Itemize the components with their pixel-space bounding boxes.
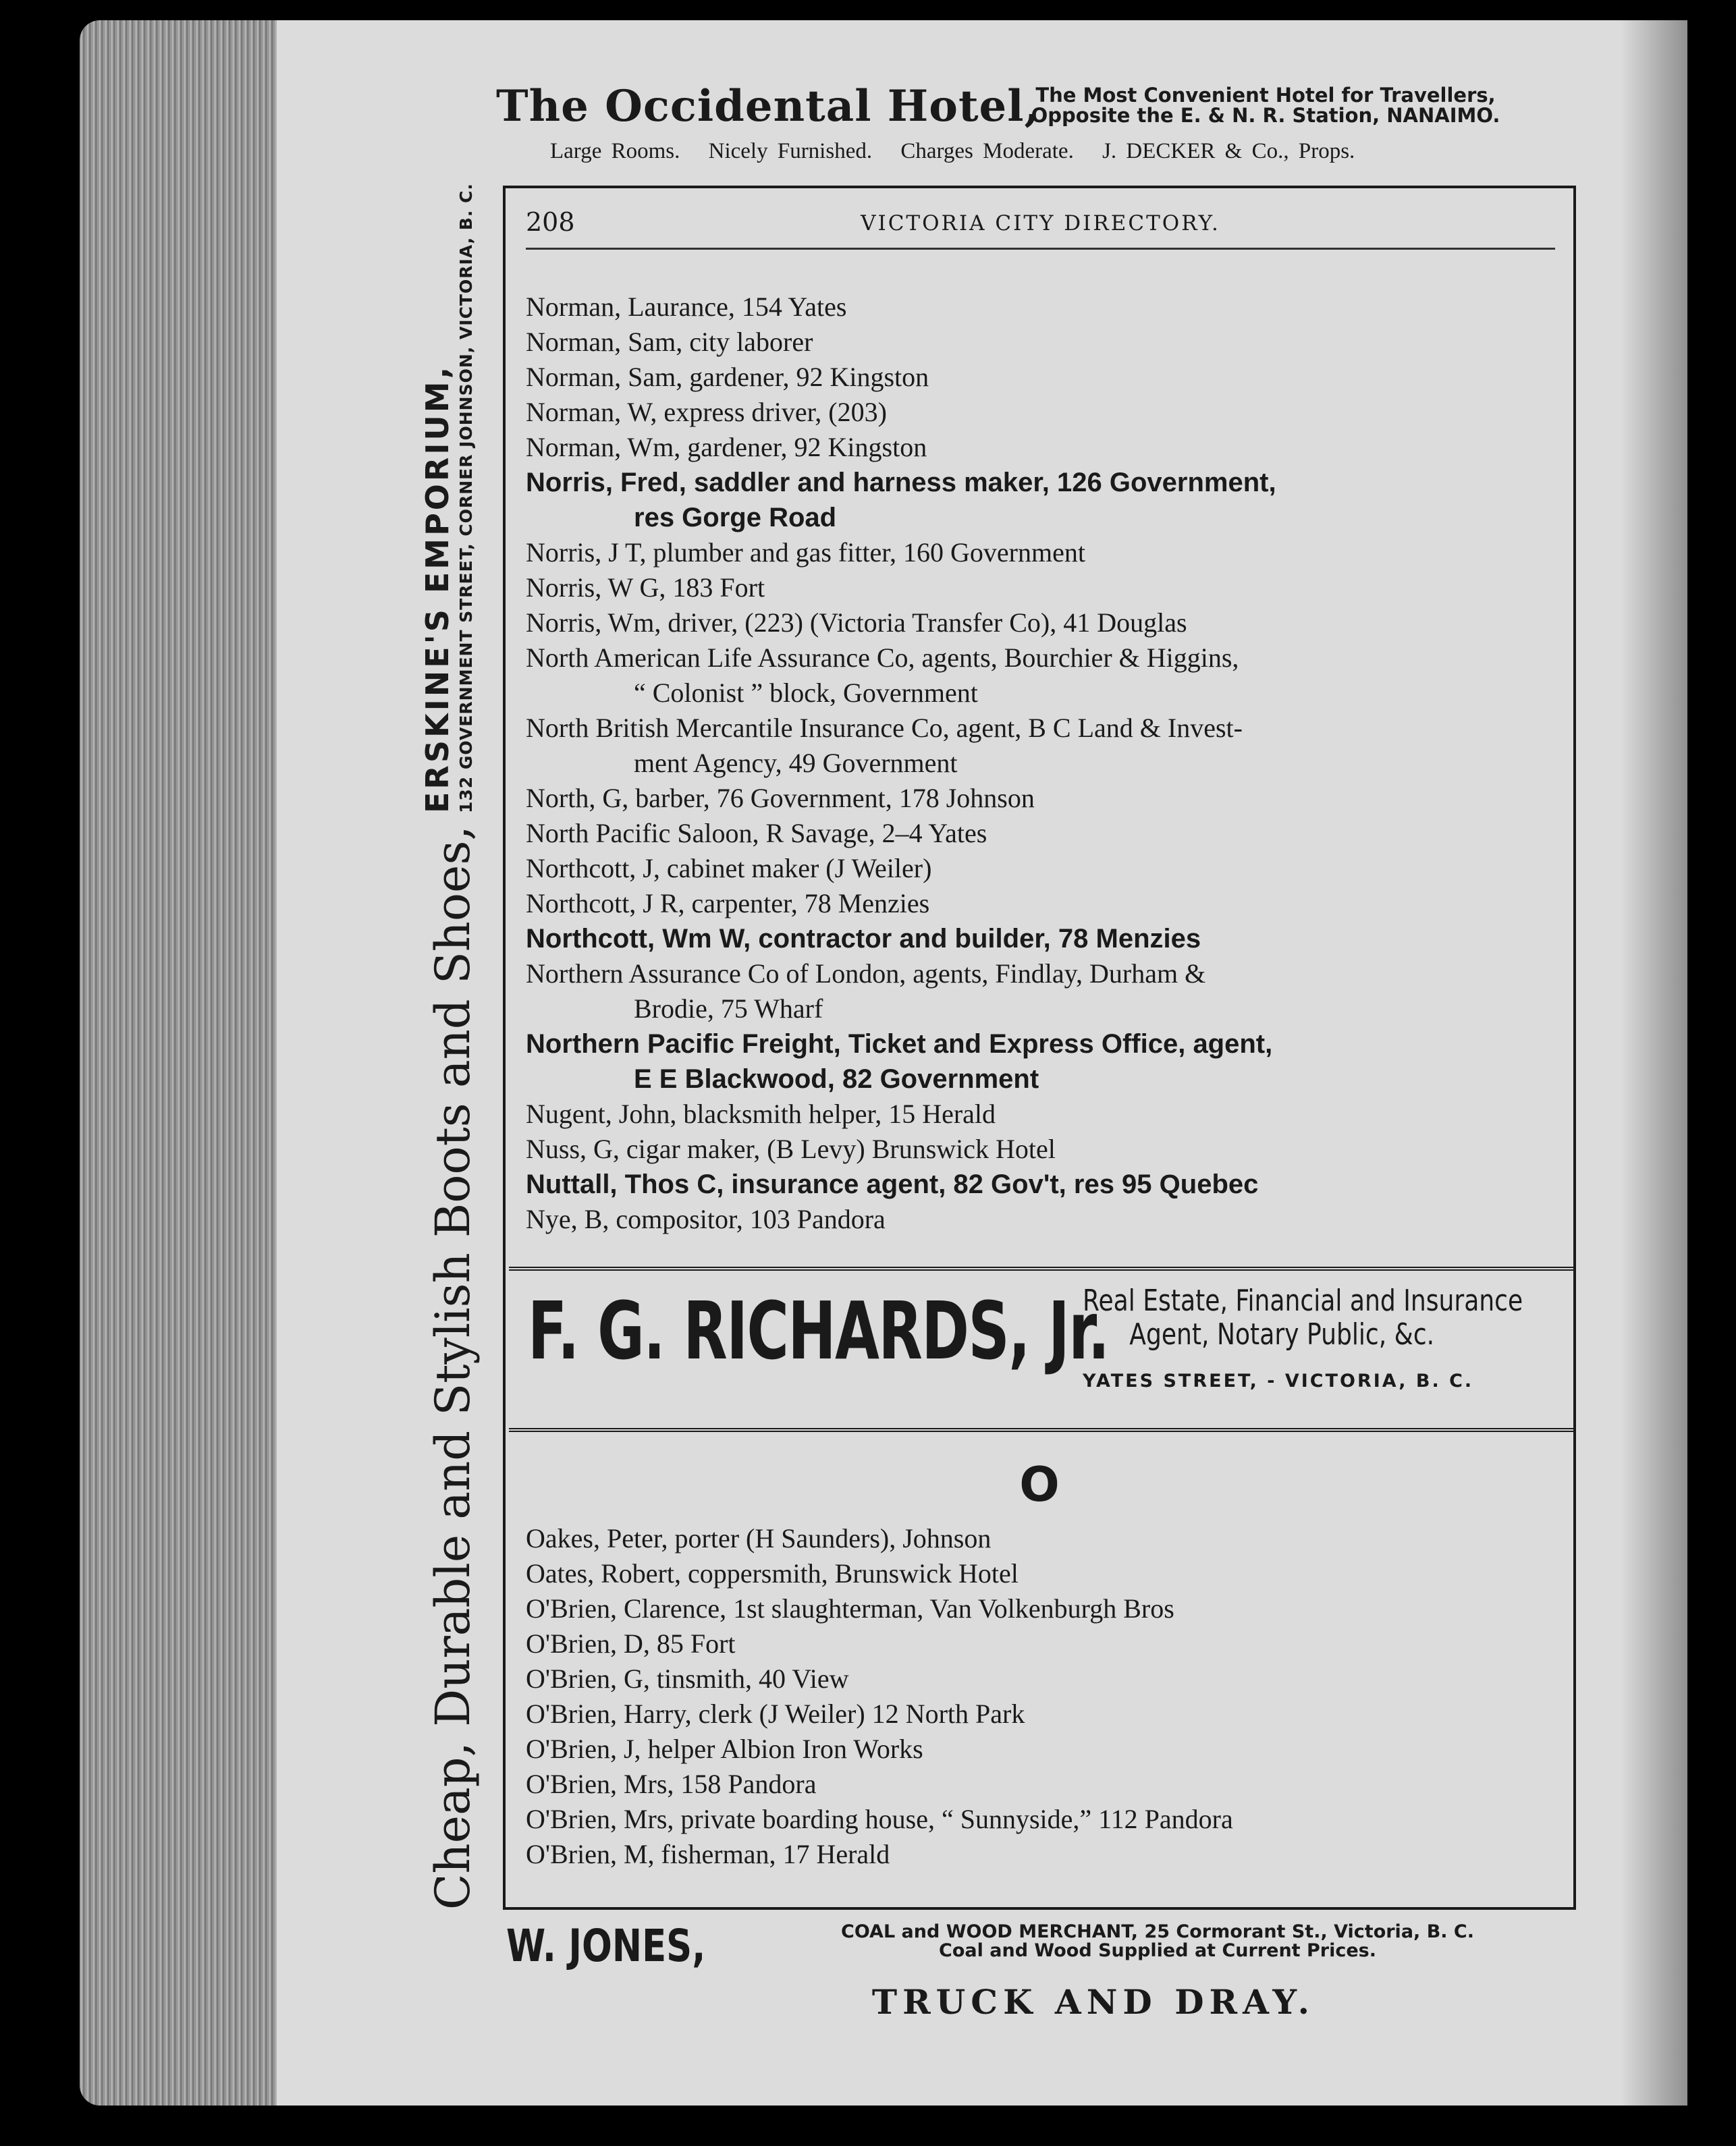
- entry-text: North American Life Assurance Co, agents, Bourchier & Higgins,: [526, 642, 1239, 673]
- directory-entry: O'Brien, D, 85 Fort: [526, 1628, 736, 1659]
- entries-n-list: [526, 290, 1565, 1237]
- jones-name: W. JONES,: [506, 1920, 706, 1972]
- entry-continuation: Brodie, 75 Wharf: [634, 993, 823, 1024]
- entry-text: Norris, J T, plumber and gas fitter, 160 Government: [526, 537, 1085, 568]
- jones-description: [732, 1923, 1583, 1960]
- hotel-features: [550, 139, 1374, 164]
- entry-text: North, G, barber, 76 Government, 178 Johnson: [526, 783, 1035, 813]
- richards-advertisement: [509, 1267, 1574, 1432]
- directory-entry: O'Brien, Mrs, private boarding house, “ Sunnyside,” 112 Pandora: [526, 1804, 1233, 1834]
- side-ad-address: 132 GOVERNMENT STREET, CORNER JOHNSON, VICTORIA, B. C.: [456, 183, 476, 813]
- entry-text: Northern Assurance Co of London, agents, Findlay, Durham &: [526, 958, 1206, 989]
- entry-text: Nuss, G, cigar maker, (B Levy) Brunswick Hotel: [526, 1134, 1056, 1164]
- directory-entry: [526, 1132, 1565, 1167]
- directory-listing-box: [503, 186, 1576, 1910]
- entry-continuation: ment Agency, 49 Government: [634, 748, 958, 778]
- entry-text: Nuttall, Thos C, insurance agent, 82 Gov't, res 95 Quebec: [526, 1170, 1259, 1199]
- directory-entry: [526, 395, 1565, 430]
- entry-text: Nye, B, compositor, 103 Pandora: [526, 1204, 886, 1234]
- hotel-tagline-2: Opposite the E. & N. R. Station, NANAIMO.: [1031, 104, 1500, 127]
- entry-text: Northcott, J R, carpenter, 78 Menzies: [526, 888, 930, 918]
- entry-text: Norman, Wm, gardener, 92 Kingston: [526, 432, 927, 462]
- entry-text: Norman, Laurance, 154 Yates: [526, 292, 847, 322]
- directory-entry: O'Brien, Harry, clerk (J Weiler) 12 North Park: [526, 1699, 1025, 1729]
- running-title: VICTORIA CITY DIRECTORY.: [861, 211, 1220, 236]
- directory-entry: O'Brien, J, helper Albion Iron Works: [526, 1734, 923, 1764]
- directory-entry: [526, 851, 1565, 886]
- directory-entry: [526, 430, 1565, 465]
- richards-desc-line-2: Agent, Notary Public, &c.: [1129, 1317, 1435, 1352]
- side-ad-store: [418, 183, 477, 813]
- directory-entry: Oates, Robert, coppersmith, Brunswick Hotel: [526, 1558, 1019, 1589]
- richards-name: F. G. RICHARDS, Jr.: [528, 1284, 1109, 1377]
- side-ad-slogan: Cheap, Durable and Stylish Boots and Shoes,: [425, 825, 481, 1910]
- directory-entry: [526, 816, 1565, 851]
- directory-entry: [526, 290, 1565, 325]
- entry-continuation: E E Blackwood, 82 Government: [634, 1064, 1039, 1094]
- hotel-feature: Nicely Furnished.: [708, 139, 873, 163]
- entries-o-list: [526, 1521, 1565, 1872]
- entry-continuation: “ Colonist ” block, Government: [634, 678, 978, 708]
- page-header: [526, 207, 1555, 250]
- section-letter: O: [1019, 1457, 1060, 1512]
- entry-text: North Pacific Saloon, R Savage, 2–4 Yates: [526, 818, 987, 848]
- directory-entry: [526, 640, 1565, 711]
- directory-entry: O'Brien, Mrs, 158 Pandora: [526, 1769, 817, 1799]
- entry-text: Norman, W, express driver, (203): [526, 397, 887, 427]
- directory-entry: [526, 325, 1565, 360]
- directory-entry: [526, 886, 1565, 921]
- entry-text: Norman, Sam, city laborer: [526, 327, 813, 357]
- directory-entry: O'Brien, Clarence, 1st slaughterman, Van Volkenburgh Bros: [526, 1593, 1174, 1624]
- erskines-emporium-side-advertisement: [418, 175, 499, 1917]
- hotel-feature: J. DECKER & Co., Props.: [1102, 139, 1355, 163]
- hotel-tagline-1: The Most Convenient Hotel for Travellers,: [1035, 84, 1496, 107]
- directory-entry: O'Brien, G, tinsmith, 40 View: [526, 1663, 849, 1694]
- directory-entry: [526, 570, 1565, 605]
- directory-entry: [526, 956, 1565, 1026]
- entry-text: Nugent, John, blacksmith helper, 15 Herald: [526, 1099, 996, 1129]
- entry-text: Norris, Fred, saddler and harness maker, 126 Government,: [526, 468, 1276, 497]
- occidental-hotel-advertisement: [496, 81, 1590, 162]
- entry-text: Northcott, Wm W, contractor and builder, 78 Menzies: [526, 924, 1201, 954]
- entry-text: Norris, Wm, driver, (223) (Victoria Transfer Co), 41 Douglas: [526, 607, 1187, 638]
- jones-line-2: Coal and Wood Supplied at Current Prices.: [939, 1940, 1376, 1961]
- directory-entry: [526, 711, 1565, 781]
- jones-line-1: COAL and WOOD MERCHANT, 25 Cormorant St., Victoria, B. C.: [841, 1921, 1474, 1942]
- entry-text: Norris, W G, 183 Fort: [526, 572, 765, 603]
- directory-entry: O'Brien, M, fisherman, 17 Herald: [526, 1839, 890, 1869]
- directory-entry: [526, 535, 1565, 570]
- hotel-feature: Large Rooms.: [550, 139, 680, 163]
- w-jones-advertisement: [499, 1920, 1593, 2028]
- directory-entry: [526, 921, 1565, 956]
- page-number: 208: [526, 207, 575, 237]
- directory-entry: [526, 605, 1565, 640]
- directory-entry: Oakes, Peter, porter (H Saunders), Johnson: [526, 1523, 992, 1553]
- richards-description: [1083, 1284, 1523, 1352]
- entry-text: Norman, Sam, gardener, 92 Kingston: [526, 362, 929, 392]
- entry-text: Northern Pacific Freight, Ticket and Express Office, agent,: [526, 1029, 1273, 1059]
- directory-entry: [526, 465, 1565, 535]
- directory-entry: [526, 1097, 1565, 1132]
- hotel-name: The Occidental Hotel,: [496, 81, 1040, 132]
- book-page-edges: [80, 20, 282, 2106]
- side-ad-title: ERSKINE'S EMPORIUM,: [419, 364, 456, 813]
- truck-and-dray: TRUCK AND DRAY.: [871, 1982, 1315, 2022]
- richards-address: YATES STREET, - VICTORIA, B. C.: [1083, 1371, 1474, 1392]
- directory-entry: [526, 1202, 1565, 1237]
- hotel-feature: Charges Moderate.: [900, 139, 1074, 163]
- directory-entry: [526, 360, 1565, 395]
- directory-entry: [526, 781, 1565, 816]
- entry-continuation: res Gorge Road: [634, 503, 837, 532]
- entry-text: Northcott, J, cabinet maker (J Weiler): [526, 853, 932, 883]
- hotel-taglines: [928, 85, 1603, 126]
- directory-entry: [526, 1167, 1565, 1202]
- entry-text: North British Mercantile Insurance Co, agent, B C Land & Invest-: [526, 713, 1243, 743]
- page-gutter-shadow: [1620, 20, 1687, 2106]
- richards-desc-line-1: Real Estate, Financial and Insurance: [1083, 1284, 1523, 1318]
- directory-entry: [526, 1026, 1565, 1097]
